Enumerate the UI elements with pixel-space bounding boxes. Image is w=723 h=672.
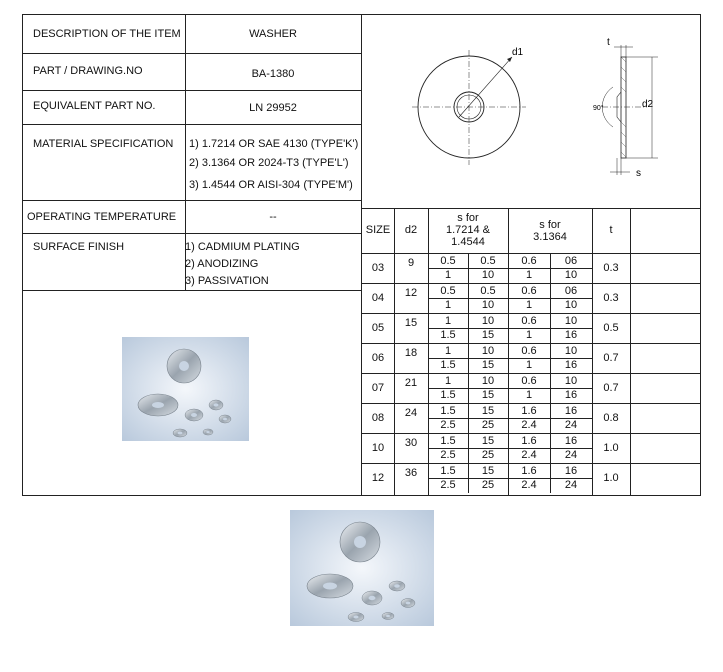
header-s-b-1: s for [539, 219, 561, 231]
cell-s-b: 10 [564, 269, 578, 281]
cell-size: 04 [371, 292, 385, 304]
cell-s-b: 0.6 [521, 345, 537, 357]
cell-d2: 12 [404, 287, 418, 299]
cell-s-a: 25 [481, 449, 495, 461]
cell-s-b: 1.6 [521, 405, 537, 417]
cell-s-b: 06 [564, 285, 578, 297]
label-part-no: PART / DRAWING.NO [33, 65, 143, 77]
cell-s-b: 2.4 [521, 419, 537, 431]
cell-s-b: 10 [564, 345, 578, 357]
cell-s-a: 0.5 [480, 285, 496, 297]
cell-t: 0.3 [603, 262, 619, 274]
cell-size: 03 [371, 262, 385, 274]
cell-s-b: 2.4 [521, 479, 537, 491]
cell-s-b: 24 [564, 419, 578, 431]
cell-d2: 21 [404, 377, 418, 389]
cell-s-b: 1 [525, 269, 533, 281]
cell-s-b: 0.6 [521, 375, 537, 387]
t-label: t [607, 37, 610, 48]
value-finish-3: 3) PASSIVATION [185, 275, 269, 287]
cell-t: 0.5 [603, 322, 619, 334]
cell-s-a: 1.5 [440, 405, 456, 417]
header-s-a-2: 1.7214 & [445, 224, 491, 236]
cell-s-a: 15 [481, 329, 495, 341]
cell-s-a: 10 [481, 299, 495, 311]
cell-s-a: 1.5 [440, 359, 456, 371]
cell-size: 06 [371, 352, 385, 364]
value-operating-temp: -- [269, 211, 277, 223]
row-divider [362, 343, 700, 344]
value-finish-2: 2) ANODIZING [185, 258, 259, 270]
header-t: t [609, 224, 613, 236]
cell-d2: 15 [404, 317, 418, 329]
cell-s-b: 2.4 [521, 449, 537, 461]
cell-s-a: 1 [444, 269, 452, 281]
cell-t: 0.7 [603, 382, 619, 394]
cell-s-a: 1 [444, 315, 452, 327]
cell-s-a: 10 [481, 269, 495, 281]
cell-s-a: 2.5 [440, 479, 456, 491]
cell-t: 1.0 [603, 472, 619, 484]
divider [23, 233, 361, 234]
row-divider [362, 373, 700, 374]
cell-s-b: 1 [525, 359, 533, 371]
row-divider [362, 313, 700, 314]
cell-s-a: 0.5 [440, 255, 456, 267]
cell-d2: 24 [404, 407, 418, 419]
row-divider [362, 433, 700, 434]
cell-size: 05 [371, 322, 385, 334]
cell-s-a: 2.5 [440, 419, 456, 431]
cell-s-a: 25 [481, 419, 495, 431]
cell-t: 0.3 [603, 292, 619, 304]
washer-drawing [362, 15, 700, 208]
divider [23, 290, 361, 291]
cell-s-b: 24 [564, 479, 578, 491]
cell-s-a: 1 [444, 299, 452, 311]
label-surface-finish: SURFACE FINISH [33, 241, 125, 253]
cell-d2: 9 [407, 257, 415, 269]
cell-s-b: 0.6 [521, 315, 537, 327]
cell-s-a: 15 [481, 389, 495, 401]
divider [23, 124, 361, 125]
cell-s-b: 10 [564, 315, 578, 327]
cell-d2: 36 [404, 467, 418, 479]
cell-s-a: 10 [481, 375, 495, 387]
divider [23, 90, 361, 91]
divider [23, 200, 361, 201]
value-material-1: 1) 1.7214 OR SAE 4130 (TYPE'K') [189, 138, 359, 150]
value-part-no: BA-1380 [251, 68, 295, 80]
header-d2: d2 [404, 224, 418, 236]
cell-s-b: 0.6 [521, 285, 537, 297]
cell-t: 0.8 [603, 412, 619, 424]
cell-size: 12 [371, 472, 385, 484]
cell-s-a: 10 [481, 345, 495, 357]
spec-sheet [22, 14, 701, 496]
row-divider [362, 283, 700, 284]
cell-s-a: 0.5 [440, 285, 456, 297]
dimension-table [362, 209, 700, 495]
cell-s-a: 0.5 [480, 255, 496, 267]
label-description: DESCRIPTION OF THE ITEM [33, 28, 181, 40]
cell-s-a: 1.5 [440, 329, 456, 341]
cell-s-a: 1.5 [440, 389, 456, 401]
value-equivalent: LN 29952 [249, 102, 297, 114]
cell-s-a: 15 [481, 465, 495, 477]
cell-s-b: 1 [525, 389, 533, 401]
cell-s-a: 1.5 [440, 435, 456, 447]
cell-t: 0.7 [603, 352, 619, 364]
cell-s-b: 16 [564, 389, 578, 401]
cell-s-b: 1.6 [521, 435, 537, 447]
cell-s-a: 10 [481, 315, 495, 327]
cell-s-b: 10 [564, 299, 578, 311]
cell-s-b: 16 [564, 465, 578, 477]
row-divider [362, 403, 700, 404]
cell-s-b: 24 [564, 449, 578, 461]
label-equivalent: EQUIVALENT PART NO. [33, 100, 156, 112]
cell-s-b: 16 [564, 329, 578, 341]
value-finish-1: 1) CADMIUM PLATING [185, 241, 300, 253]
d2-label: d2 [642, 99, 654, 110]
cell-size: 10 [371, 442, 385, 454]
cell-s-b: 0.6 [521, 255, 537, 267]
cell-s-b: 16 [564, 435, 578, 447]
s-label: s [636, 168, 641, 179]
cell-s-b: 10 [564, 375, 578, 387]
cell-s-a: 1 [444, 345, 452, 357]
header-size: SIZE [365, 224, 391, 236]
header-s-a-1: s for [457, 212, 479, 224]
cell-s-b: 1 [525, 329, 533, 341]
header-s-b-2: 3.1364 [533, 231, 567, 243]
header-s-a-3: 1.4544 [451, 236, 485, 248]
cell-s-a: 1.5 [440, 465, 456, 477]
cell-size: 07 [371, 382, 385, 394]
divider [23, 53, 361, 54]
cell-s-b: 16 [564, 405, 578, 417]
cell-s-b: 06 [564, 255, 578, 267]
cell-d2: 18 [404, 347, 418, 359]
washers-photo-large [290, 510, 434, 626]
label-operating-temp: OPERATING TEMPERATURE [27, 211, 177, 223]
row-divider [362, 463, 700, 464]
d1-label: d1 [512, 47, 524, 58]
cell-size: 08 [371, 412, 385, 424]
cell-s-a: 15 [481, 359, 495, 371]
cell-s-b: 1.6 [521, 465, 537, 477]
cell-s-b: 1 [525, 299, 533, 311]
value-material-3: 3) 1.4544 OR AISI-304 (TYPE'M') [189, 179, 353, 191]
cell-s-a: 15 [481, 435, 495, 447]
washers-photo [122, 337, 249, 441]
label-material: MATERIAL SPECIFICATION [33, 138, 174, 150]
value-description: WASHER [249, 28, 297, 40]
value-material-2: 2) 3.1364 OR 2024-T3 (TYPE'L') [189, 157, 349, 169]
cell-s-a: 1 [444, 375, 452, 387]
cell-d2: 30 [404, 437, 418, 449]
cell-s-a: 2.5 [440, 449, 456, 461]
cell-t: 1.0 [603, 442, 619, 454]
angle-label: 90° [593, 105, 604, 112]
cell-s-a: 15 [481, 405, 495, 417]
row-divider [362, 253, 700, 254]
cell-s-a: 25 [481, 479, 495, 491]
cell-s-b: 16 [564, 359, 578, 371]
